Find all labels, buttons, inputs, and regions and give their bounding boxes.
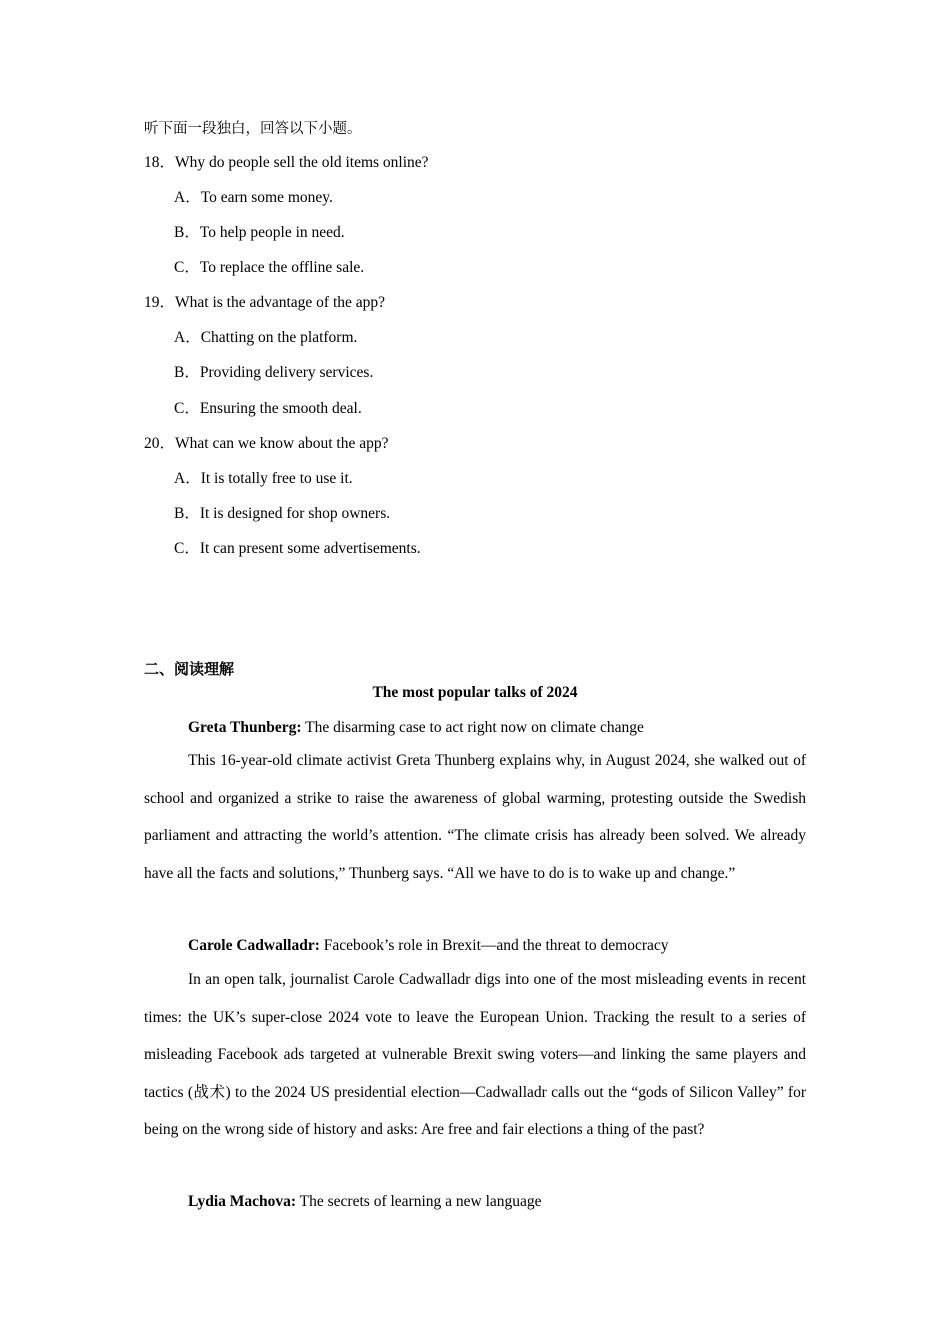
- question-19-option-c: C．Ensuring the smooth deal.: [174, 400, 362, 417]
- talk-heading-cadwalladr: [188, 936, 669, 956]
- question-18-option-c: C．To replace the offline sale.: [174, 259, 365, 276]
- article-title: The most popular talks of 2024: [372, 684, 578, 701]
- question-20-option-c: C．It can present some advertisements.: [174, 540, 421, 557]
- question-20-option-a: A．It is totally free to use it.: [174, 470, 353, 487]
- question-18-option-a: A．To earn some money.: [174, 189, 333, 206]
- question-20: 20．What can we know about the app?: [144, 435, 389, 452]
- talk-heading-thunberg: [188, 718, 644, 738]
- speaker-name: Lydia Machova:: [188, 1193, 297, 1210]
- talk-topic: The secrets of learning a new language: [296, 1193, 542, 1210]
- listening-intro: 听下面一段独白，回答以下小题。: [144, 121, 362, 137]
- question-18: 18．Why do people sell the old items online?: [144, 154, 429, 171]
- talk-topic: Facebook’s role in Brexit—and the threat to democracy: [319, 937, 669, 954]
- speaker-name: Carole Cadwalladr:: [188, 937, 320, 954]
- talk-body-thunberg: This 16-year-old climate activist Greta Thunberg explains why, in August 2024, she walked out of school and organized a strike to raise the awareness of global warming, protesting outside the Swedish parliament and attracting the world’s attention. “The climate crisis has already been solved. We already have all the facts and solutions,” Thunberg says. “All we have to do is to wake up and change.”: [144, 752, 806, 882]
- reading-section-heading: 二、阅读理解: [144, 660, 235, 678]
- talk-heading-machova: [188, 1192, 542, 1212]
- question-18-option-b: B．To help people in need.: [174, 224, 345, 241]
- question-19: 19．What is the advantage of the app?: [144, 294, 386, 311]
- question-19-option-b: B．Providing delivery services.: [174, 364, 374, 381]
- question-19-option-a: A．Chatting on the platform.: [174, 329, 358, 346]
- talk-body-cadwalladr: In an open talk, journalist Carole Cadwalladr digs into one of the most misleading events in recent times: the UK’s super-close 2024 vote to leave the European Union. Tracking the result to a series of misleading Facebook ads targeted at vulnerable Brexit swing voters—and linking the same players and tactics (战术) to the 2024 US presidential election—Cadwalladr calls out the “gods of Silicon Valley” for being on the wrong side of history and asks: Are free and fair elections a thing of the past?: [144, 971, 806, 1138]
- talk-topic: The disarming case to act right now on climate change: [301, 719, 644, 736]
- question-20-option-b: B．It is designed for shop owners.: [174, 505, 391, 522]
- speaker-name: Greta Thunberg:: [188, 719, 302, 736]
